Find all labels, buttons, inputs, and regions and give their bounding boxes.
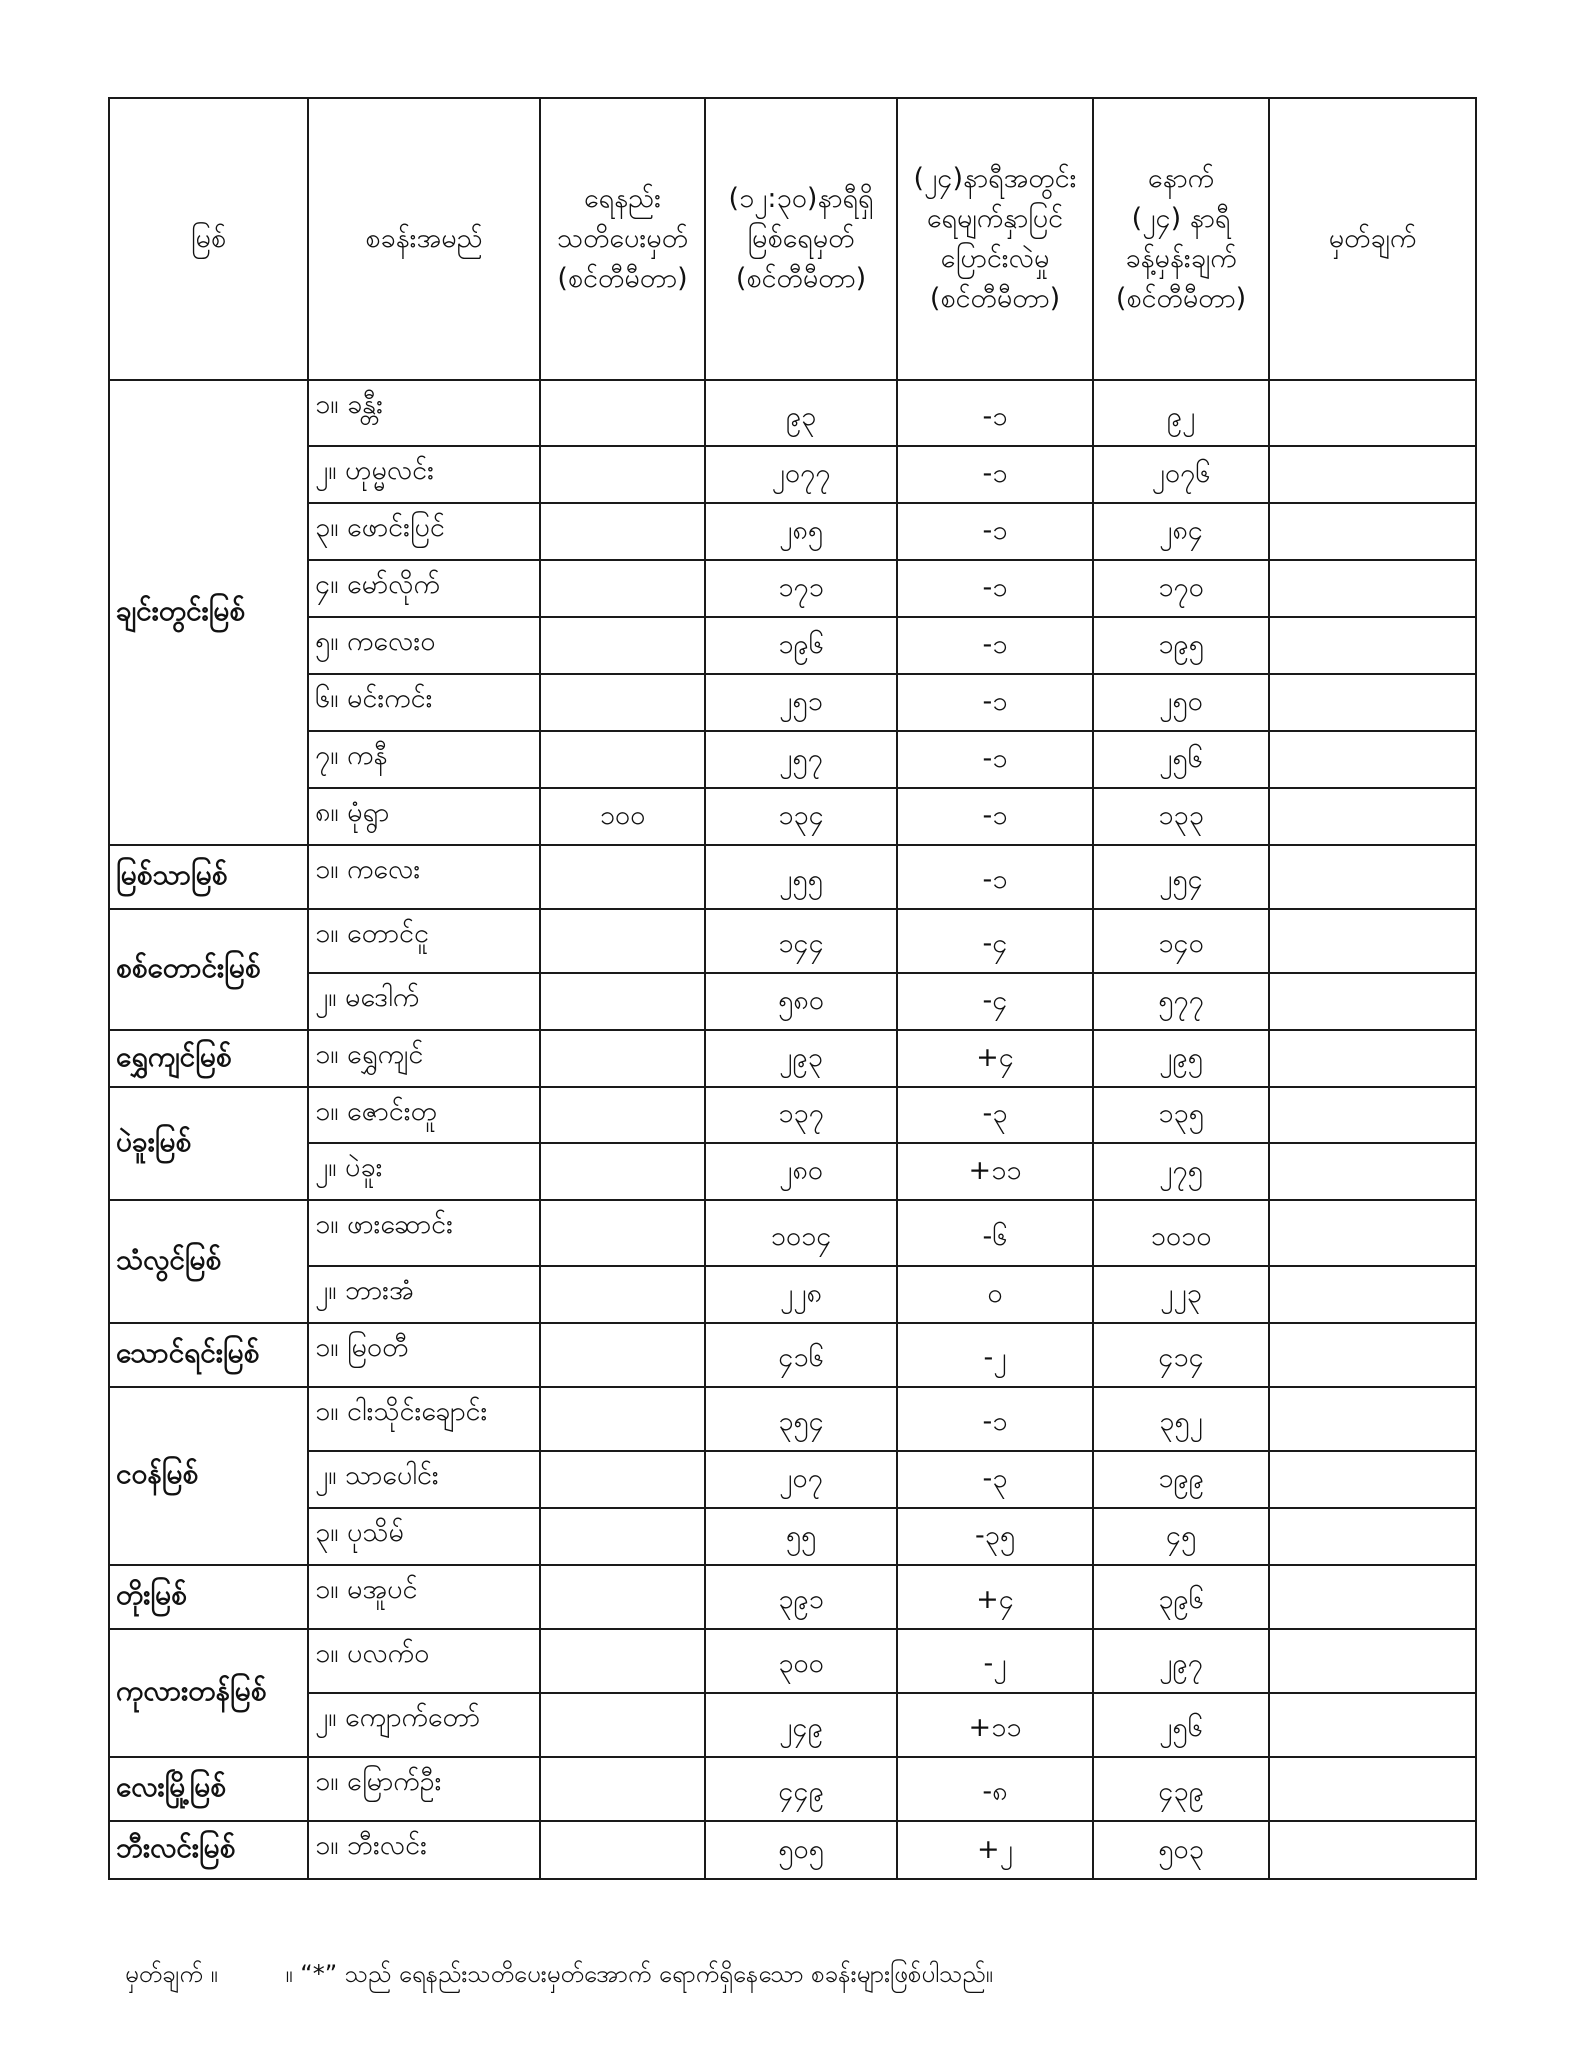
forecast-level-cell: ၄၃၉ bbox=[1093, 1757, 1269, 1821]
level-change-cell: -၁ bbox=[897, 503, 1093, 560]
table-row bbox=[109, 1387, 1476, 1451]
table-row bbox=[109, 845, 1476, 909]
current-level-cell: ၂၀၇ bbox=[705, 1451, 897, 1508]
level-change-cell: ၀ bbox=[897, 1266, 1093, 1323]
forecast-level-cell: ၂၅၀ bbox=[1093, 674, 1269, 731]
table-row bbox=[109, 1451, 1476, 1508]
warning-level-cell bbox=[540, 731, 705, 788]
warning-level-cell bbox=[540, 1757, 705, 1821]
forecast-level-cell: ၁၉၉ bbox=[1093, 1451, 1269, 1508]
forecast-level-cell: ၂၅၆ bbox=[1093, 731, 1269, 788]
current-level-cell: ၁၀၁၄ bbox=[705, 1200, 897, 1266]
station-name-cell: ၃။ ပုသိမ် bbox=[308, 1508, 540, 1565]
forecast-level-cell: ၁၃၃ bbox=[1093, 788, 1269, 845]
river-name-cell: ကုလားတန်မြစ် bbox=[109, 1629, 308, 1757]
warning-level-cell bbox=[540, 845, 705, 909]
table-row bbox=[109, 909, 1476, 973]
river-name-cell: တိုးမြစ် bbox=[109, 1565, 308, 1629]
remarks-cell bbox=[1269, 617, 1476, 674]
table-row bbox=[109, 1821, 1476, 1879]
forecast-level-cell: ၂၉၇ bbox=[1093, 1629, 1269, 1693]
table-row bbox=[109, 1757, 1476, 1821]
level-change-cell: -၂ bbox=[897, 1629, 1093, 1693]
station-name-cell: ၁။ ဇောင်းတူ bbox=[308, 1087, 540, 1143]
station-name-cell: ၂။ ပဲခူး bbox=[308, 1143, 540, 1200]
header-river: မြစ် bbox=[109, 98, 308, 380]
warning-level-cell bbox=[540, 1143, 705, 1200]
footnote-text: ။ “*” သည် ရေနည်းသတိပေးမှတ်အောက် ရောက်ရှိနေသော စခန်းများဖြစ်ပါသည်။ bbox=[285, 1960, 993, 1988]
station-name-cell: ၂။ ဟုမ္မလင်း bbox=[308, 446, 540, 503]
river-name-cell: လေးမြို့မြစ် bbox=[109, 1757, 308, 1821]
level-change-cell: -၄ bbox=[897, 973, 1093, 1030]
level-change-cell: -၈ bbox=[897, 1757, 1093, 1821]
remarks-cell bbox=[1269, 560, 1476, 617]
warning-level-cell bbox=[540, 1387, 705, 1451]
header-change: (၂၄)နာရီအတွင်း ရေမျက်နှာပြင် ပြောင်းလဲမှု (စင်တီမီတာ) bbox=[897, 98, 1093, 380]
warning-level-cell bbox=[540, 1200, 705, 1266]
remarks-cell bbox=[1269, 1266, 1476, 1323]
level-change-cell: -၃ bbox=[897, 1451, 1093, 1508]
header-remarks: မှတ်ချက် bbox=[1269, 98, 1476, 380]
table-row bbox=[109, 503, 1476, 560]
level-change-cell: -၃ bbox=[897, 1087, 1093, 1143]
river-name-cell: ချင်းတွင်းမြစ် bbox=[109, 380, 308, 845]
table-row bbox=[109, 380, 1476, 446]
station-name-cell: ၁။ ရွှေကျင် bbox=[308, 1030, 540, 1087]
river-level-table bbox=[108, 97, 1477, 1880]
station-name-cell: ၁။ မြဝတီ bbox=[308, 1323, 540, 1387]
remarks-cell bbox=[1269, 973, 1476, 1030]
current-level-cell: ၁၄၄ bbox=[705, 909, 897, 973]
remarks-cell bbox=[1269, 845, 1476, 909]
table-row bbox=[109, 1143, 1476, 1200]
warning-level-cell bbox=[540, 674, 705, 731]
remarks-cell bbox=[1269, 731, 1476, 788]
level-change-cell: -၁ bbox=[897, 617, 1093, 674]
station-name-cell: ၁။ ဘီးလင်း bbox=[308, 1821, 540, 1879]
remarks-cell bbox=[1269, 1323, 1476, 1387]
table-row bbox=[109, 674, 1476, 731]
forecast-level-cell: ၃၅၂ bbox=[1093, 1387, 1269, 1451]
level-change-cell: +၁၁ bbox=[897, 1143, 1093, 1200]
header-current: (၁၂:၃၀)နာရီရှိ မြစ်ရေမှတ် (စင်တီမီတာ) bbox=[705, 98, 897, 380]
level-change-cell: -၁ bbox=[897, 1387, 1093, 1451]
current-level-cell: ၂၅၁ bbox=[705, 674, 897, 731]
warning-level-cell bbox=[540, 1508, 705, 1565]
level-change-cell: -၆ bbox=[897, 1200, 1093, 1266]
forecast-level-cell: ၁၃၅ bbox=[1093, 1087, 1269, 1143]
table-row bbox=[109, 1030, 1476, 1087]
table-row bbox=[109, 1266, 1476, 1323]
level-change-cell: -၃၅ bbox=[897, 1508, 1093, 1565]
level-change-cell: -၁ bbox=[897, 446, 1093, 503]
header-forecast: နောက် (၂၄) နာရီ ခန့်မှန်းချက် (စင်တီမီတာ) bbox=[1093, 98, 1269, 380]
warning-level-cell bbox=[540, 1266, 705, 1323]
remarks-cell bbox=[1269, 1508, 1476, 1565]
forecast-level-cell: ၂၅၆ bbox=[1093, 1693, 1269, 1757]
forecast-level-cell: ၂၂၃ bbox=[1093, 1266, 1269, 1323]
forecast-level-cell: ၁၀၁၀ bbox=[1093, 1200, 1269, 1266]
current-level-cell: ၂၅၇ bbox=[705, 731, 897, 788]
level-change-cell: +၂ bbox=[897, 1821, 1093, 1879]
remarks-cell bbox=[1269, 1087, 1476, 1143]
current-level-cell: ၃၅၄ bbox=[705, 1387, 897, 1451]
remarks-cell bbox=[1269, 1200, 1476, 1266]
forecast-level-cell: ၂၀၇၆ bbox=[1093, 446, 1269, 503]
river-name-cell: စစ်တောင်းမြစ် bbox=[109, 909, 308, 1030]
river-name-cell: သံလွင်မြစ် bbox=[109, 1200, 308, 1323]
station-name-cell: ၁။ ကလေး bbox=[308, 845, 540, 909]
station-name-cell: ၁။ ပလက်ဝ bbox=[308, 1629, 540, 1693]
table-row bbox=[109, 617, 1476, 674]
forecast-level-cell: ၉၂ bbox=[1093, 380, 1269, 446]
forecast-level-cell: ၁၇၀ bbox=[1093, 560, 1269, 617]
table-row bbox=[109, 1087, 1476, 1143]
current-level-cell: ၁၇၁ bbox=[705, 560, 897, 617]
warning-level-cell bbox=[540, 1821, 705, 1879]
river-name-cell: မြစ်သာမြစ် bbox=[109, 845, 308, 909]
river-name-cell: ပဲခူးမြစ် bbox=[109, 1087, 308, 1200]
forecast-level-cell: ၅၀၃ bbox=[1093, 1821, 1269, 1879]
current-level-cell: ၂၉၃ bbox=[705, 1030, 897, 1087]
current-level-cell: ၅၅ bbox=[705, 1508, 897, 1565]
header-warning: ရေနည်း သတိပေးမှတ် (စင်တီမီတာ) bbox=[540, 98, 705, 380]
remarks-cell bbox=[1269, 1451, 1476, 1508]
remarks-cell bbox=[1269, 1030, 1476, 1087]
level-change-cell: -၄ bbox=[897, 909, 1093, 973]
warning-level-cell bbox=[540, 503, 705, 560]
warning-level-cell bbox=[540, 1629, 705, 1693]
current-level-cell: ၁၃၄ bbox=[705, 788, 897, 845]
current-level-cell: ၄၄၉ bbox=[705, 1757, 897, 1821]
level-change-cell: -၂ bbox=[897, 1323, 1093, 1387]
remarks-cell bbox=[1269, 1821, 1476, 1879]
remarks-cell bbox=[1269, 503, 1476, 560]
station-name-cell: ၇။ ကနီ bbox=[308, 731, 540, 788]
forecast-level-cell: ၂၅၄ bbox=[1093, 845, 1269, 909]
table-row bbox=[109, 1323, 1476, 1387]
level-change-cell: -၁ bbox=[897, 674, 1093, 731]
remarks-cell bbox=[1269, 1143, 1476, 1200]
level-change-cell: +၄ bbox=[897, 1565, 1093, 1629]
level-change-cell: -၁ bbox=[897, 560, 1093, 617]
footnote bbox=[125, 1958, 1053, 1994]
current-level-cell: ၃၉၁ bbox=[705, 1565, 897, 1629]
current-level-cell: ၂၂၈ bbox=[705, 1266, 897, 1323]
station-name-cell: ၁။ မအူပင် bbox=[308, 1565, 540, 1629]
station-name-cell: ၁။ တောင်ငူ bbox=[308, 909, 540, 973]
table-row bbox=[109, 973, 1476, 1030]
current-level-cell: ၂၅၅ bbox=[705, 845, 897, 909]
warning-level-cell bbox=[540, 1451, 705, 1508]
warning-level-cell bbox=[540, 1565, 705, 1629]
current-level-cell: ၂၄၉ bbox=[705, 1693, 897, 1757]
current-level-cell: ၄၁၆ bbox=[705, 1323, 897, 1387]
remarks-cell bbox=[1269, 380, 1476, 446]
header-station: စခန်းအမည် bbox=[308, 98, 540, 380]
table-header bbox=[109, 98, 1476, 380]
station-name-cell: ၄။ မော်လိုက် bbox=[308, 560, 540, 617]
forecast-level-cell: ၅၇၇ bbox=[1093, 973, 1269, 1030]
warning-level-cell bbox=[540, 973, 705, 1030]
forecast-level-cell: ၃၉၆ bbox=[1093, 1565, 1269, 1629]
warning-level-cell bbox=[540, 1323, 705, 1387]
forecast-level-cell: ၁၉၅ bbox=[1093, 617, 1269, 674]
station-name-cell: ၁။ ဖားဆောင်း bbox=[308, 1200, 540, 1266]
current-level-cell: ၉၃ bbox=[705, 380, 897, 446]
forecast-level-cell: ၄၁၄ bbox=[1093, 1323, 1269, 1387]
forecast-level-cell: ၁၄၀ bbox=[1093, 909, 1269, 973]
table-row bbox=[109, 788, 1476, 845]
remarks-cell bbox=[1269, 1565, 1476, 1629]
warning-level-cell: ၁၀၀ bbox=[540, 788, 705, 845]
warning-level-cell bbox=[540, 1030, 705, 1087]
station-name-cell: ၆။ မင်းကင်း bbox=[308, 674, 540, 731]
table-row bbox=[109, 1565, 1476, 1629]
station-name-cell: ၃။ ဖောင်းပြင် bbox=[308, 503, 540, 560]
table-row bbox=[109, 560, 1476, 617]
remarks-cell bbox=[1269, 1757, 1476, 1821]
current-level-cell: ၂၈၅ bbox=[705, 503, 897, 560]
table-row bbox=[109, 446, 1476, 503]
forecast-level-cell: ၂၈၄ bbox=[1093, 503, 1269, 560]
remarks-cell bbox=[1269, 1693, 1476, 1757]
table-row bbox=[109, 1200, 1476, 1266]
river-name-cell: သောင်ရင်းမြစ် bbox=[109, 1323, 308, 1387]
table-row bbox=[109, 1508, 1476, 1565]
table-row bbox=[109, 1693, 1476, 1757]
station-name-cell: ၁။ ငါးသိုင်းချောင်း bbox=[308, 1387, 540, 1451]
warning-level-cell bbox=[540, 380, 705, 446]
station-name-cell: ၈။ မုံရွာ bbox=[308, 788, 540, 845]
level-change-cell: -၁ bbox=[897, 845, 1093, 909]
remarks-cell bbox=[1269, 674, 1476, 731]
warning-level-cell bbox=[540, 909, 705, 973]
footnote-label: မှတ်ချက် ။ bbox=[125, 1960, 218, 1988]
station-name-cell: ၁။ ခန္တီး bbox=[308, 380, 540, 446]
station-name-cell: ၅။ ကလေးဝ bbox=[308, 617, 540, 674]
station-name-cell: ၂။ ဘားအံ bbox=[308, 1266, 540, 1323]
warning-level-cell bbox=[540, 617, 705, 674]
forecast-level-cell: ၂၉၅ bbox=[1093, 1030, 1269, 1087]
warning-level-cell bbox=[540, 1693, 705, 1757]
forecast-level-cell: ၄၅ bbox=[1093, 1508, 1269, 1565]
current-level-cell: ၂၀၇၇ bbox=[705, 446, 897, 503]
level-change-cell: +၁၁ bbox=[897, 1693, 1093, 1757]
warning-level-cell bbox=[540, 560, 705, 617]
level-change-cell: -၁ bbox=[897, 788, 1093, 845]
station-name-cell: ၂။ ကျောက်တော် bbox=[308, 1693, 540, 1757]
current-level-cell: ၂၈၀ bbox=[705, 1143, 897, 1200]
level-change-cell: +၄ bbox=[897, 1030, 1093, 1087]
river-name-cell: ဘီးလင်းမြစ် bbox=[109, 1821, 308, 1879]
river-name-cell: ရွှေကျင်မြစ် bbox=[109, 1030, 308, 1087]
river-name-cell: ငဝန်မြစ် bbox=[109, 1387, 308, 1565]
warning-level-cell bbox=[540, 1087, 705, 1143]
current-level-cell: ၅၀၅ bbox=[705, 1821, 897, 1879]
station-name-cell: ၂။ မဒေါက် bbox=[308, 973, 540, 1030]
current-level-cell: ၃၀၀ bbox=[705, 1629, 897, 1693]
table-row bbox=[109, 1629, 1476, 1693]
remarks-cell bbox=[1269, 446, 1476, 503]
remarks-cell bbox=[1269, 788, 1476, 845]
forecast-level-cell: ၂၇၅ bbox=[1093, 1143, 1269, 1200]
station-name-cell: ၁။ မြောက်ဦး bbox=[308, 1757, 540, 1821]
station-name-cell: ၂။ သာပေါင်း bbox=[308, 1451, 540, 1508]
table-body bbox=[109, 380, 1476, 1879]
warning-level-cell bbox=[540, 446, 705, 503]
current-level-cell: ၁၉၆ bbox=[705, 617, 897, 674]
remarks-cell bbox=[1269, 1629, 1476, 1693]
remarks-cell bbox=[1269, 909, 1476, 973]
river-level-table-container bbox=[108, 97, 1475, 1880]
table-row bbox=[109, 731, 1476, 788]
current-level-cell: ၅၈၀ bbox=[705, 973, 897, 1030]
current-level-cell: ၁၃၇ bbox=[705, 1087, 897, 1143]
remarks-cell bbox=[1269, 1387, 1476, 1451]
level-change-cell: -၁ bbox=[897, 731, 1093, 788]
level-change-cell: -၁ bbox=[897, 380, 1093, 446]
